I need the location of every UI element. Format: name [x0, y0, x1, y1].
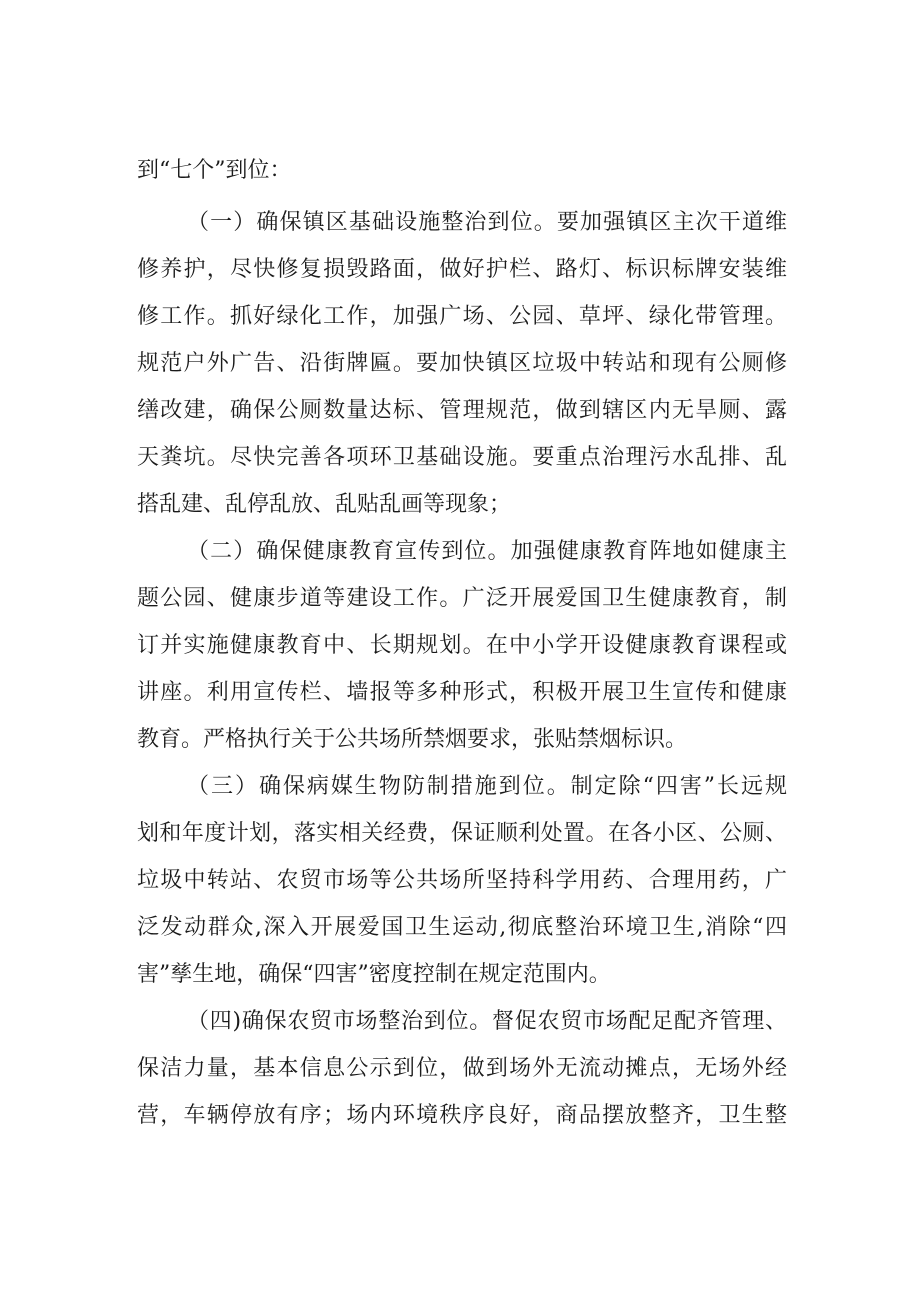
- text-line: 教育。严格执行关于公共场所禁烟要求，张贴禁烟标识。: [137, 727, 688, 752]
- text-line: 修工作。抓好绿化工作，加强广场、公园、草坪、绿化带管理。: [137, 304, 787, 329]
- text-line: 划和年度计划，落实相关经费，保证顺利处置。在各小区、公厕、: [137, 821, 787, 846]
- text-line: 天粪坑。尽快完善各项环卫基础设施。要重点治理污水乱排、乱: [137, 445, 787, 470]
- text-line: 规范户外广告、沿街牌匾。要加快镇区垃圾中转站和现有公厕修: [137, 351, 787, 376]
- paragraph-3-heading-line: （三）确保病媒生物防制措施到位。制定除“四害”长远规: [187, 774, 787, 799]
- text-line: 害”孳生地，确保“四害”密度控制在规定范围内。: [137, 962, 611, 987]
- text-line: 泛发动群众,深入开展爱国卫生运动,彻底整治环境卫生,消除“四: [137, 915, 787, 940]
- text-line: 垃圾中转站、农贸市场等公共场所坚持科学用药、合理用药，广: [137, 868, 787, 893]
- text-line: 到“七个”到位：: [137, 158, 292, 183]
- paragraph-1-heading-line: （一）确保镇区基础设施整治到位。要加强镇区主次干道维: [187, 210, 787, 235]
- paragraph-4-heading-line: （四)确保农贸市场整治到位。督促农贸市场配足配齐管理、: [187, 1009, 787, 1034]
- text-line: 保洁力量，基本信息公示到位，做到场外无流动摊点，无场外经: [137, 1056, 787, 1081]
- text-line: 搭乱建、乱停乱放、乱贴乱画等现象；: [137, 492, 512, 517]
- text-line: 修养护，尽快修复损毁路面，做好护栏、路灯、标识标牌安装维: [137, 257, 787, 282]
- text-line: 讲座。利用宣传栏、墙报等多种形式，积极开展卫生宣传和健康: [137, 680, 787, 705]
- text-line: 营，车辆停放有序；场内环境秩序良好，商品摆放整齐，卫生整: [137, 1103, 787, 1128]
- text-line: 题公园、健康步道等建设工作。广泛开展爱国卫生健康教育，制: [137, 586, 787, 611]
- text-line: 订并实施健康教育中、长期规划。在中小学开设健康教育课程或: [137, 633, 787, 658]
- paragraph-2-heading-line: （二）确保健康教育宣传到位。加强健康教育阵地如健康主: [187, 539, 787, 564]
- text-line: 缮改建，确保公厕数量达标、管理规范，做到辖区内无旱厕、露: [137, 398, 787, 423]
